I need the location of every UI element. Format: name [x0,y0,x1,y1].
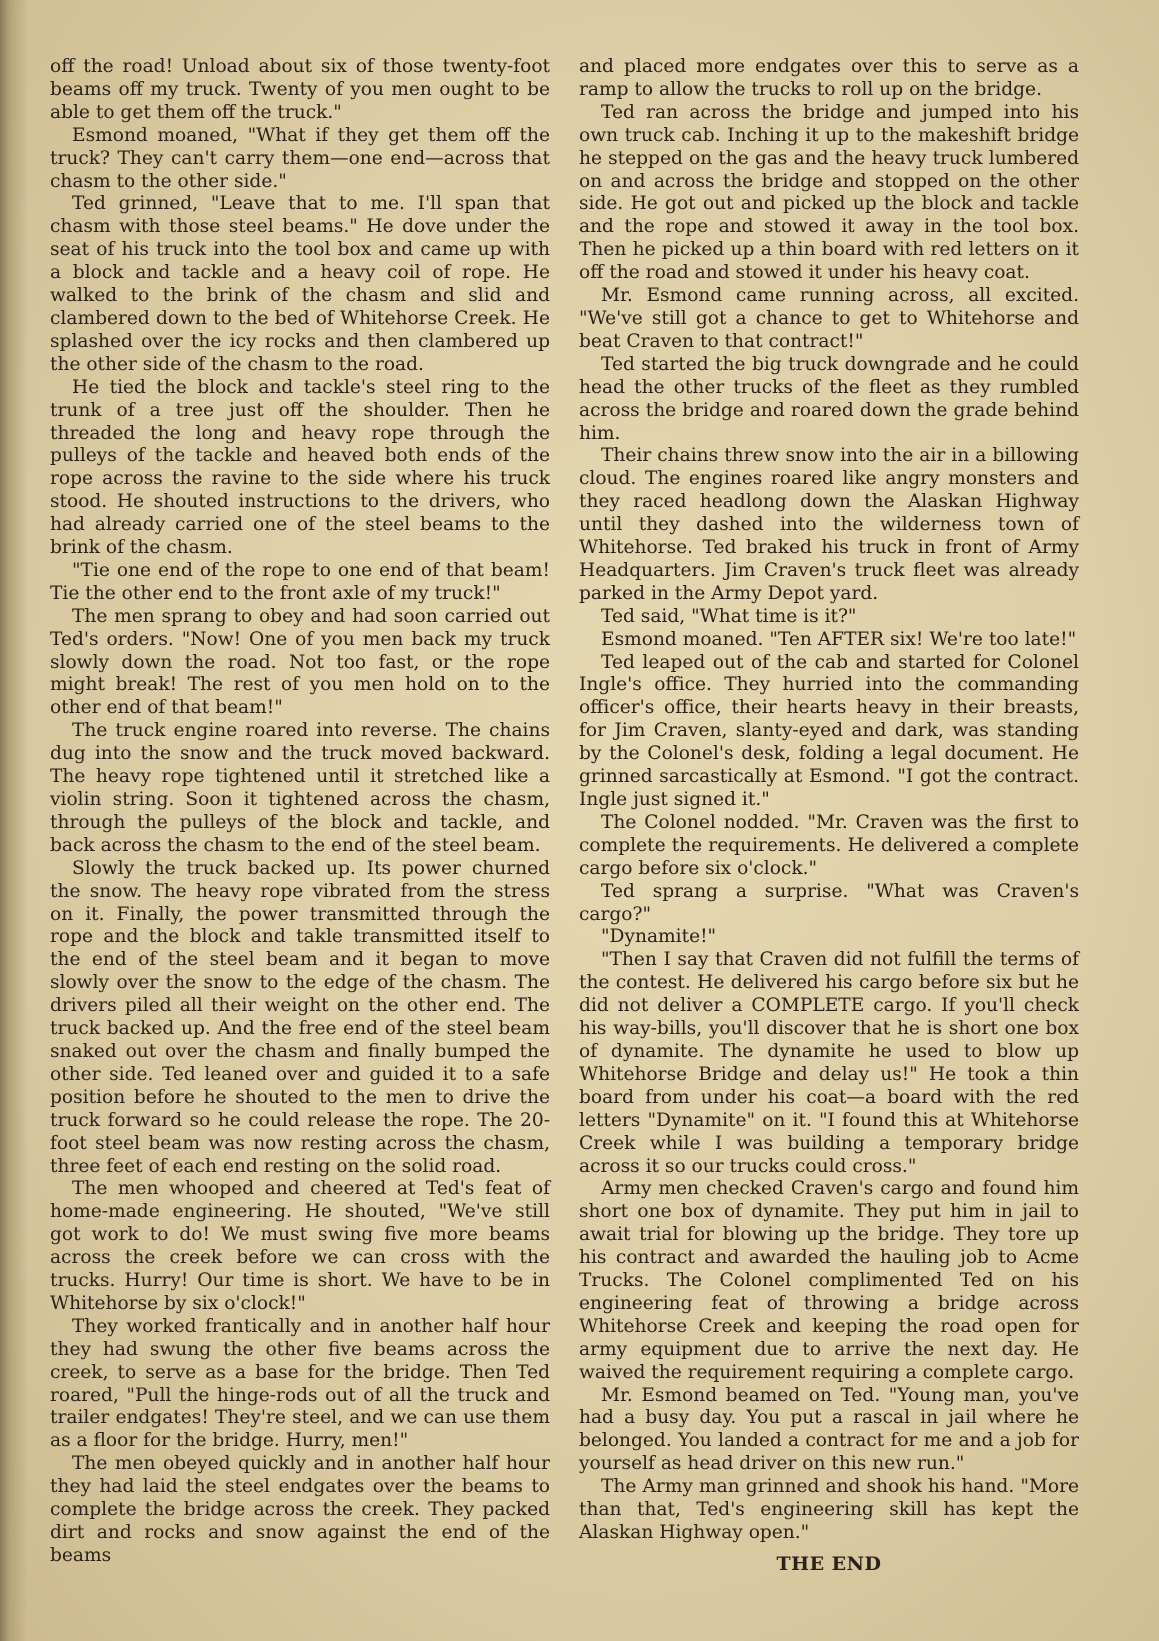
paragraph: and placed more endgates over this to serve as a ramp to allow the trucks to roll up on the bridge. [579,56,1079,100]
paragraph: Ted ran across the bridge and jumped into his own truck cab. Inching it up to the makeshift bridge he stepped on the gas and the heavy truck lumbered on and across the bridge and stopped on the other side. He got out and picked up the block and tackle and the rope and stowed it away in the tool box. Then he picked up a thin board with red letters on it off the road and stowed it under his heavy coat. [579,101,1079,284]
paragraph: "Then I say that Craven did not fulfill the terms of the contest. He delivered his cargo before six but he did not deliver a COMPLETE cargo. If you'll check his way-bills, you'll discover that he is short one box of dynamite. The dynamite he used to blow up Whitehorse Bridge and delay us!" He took a thin board from under his coat—a board with the red letters "Dynamite" on it. "I found this at Whitehorse Creek while I was building a temporary bridge across it so our trucks could cross." [579,949,1079,1177]
paragraph: The truck engine roared into reverse. The chains dug into the snow and the truck moved backward. The heavy rope tightened until it stretched like a violin string. Soon it tightened across the chasm, through the pulleys of the block and tackle, and back across the chasm to the end of the steel beam. [50,720,550,856]
right-text-column [579,56,1079,1576]
paragraph: off the road! Unload about six of those twenty-foot beams off my truck. Twenty of you men ought to be able to get them off the truck." [50,56,550,123]
paragraph: Mr. Esmond beamed on Ted. "Young man, you've had a busy day. You put a rascal in jail where he belonged. You landed a contract for me and a job for yourself as head driver on this new run." [579,1384,1079,1475]
paragraph: He tied the block and tackle's steel ring to the trunk of a tree just off the shoulder. Then he threaded the long and heavy rope through the pulleys of the tackle and heaved both ends of the rope across the ravine to the side where his truck stood. He shouted instructions to the drivers, who had already carried one of the steel beams to the brink of the chasm. [50,376,550,559]
paragraph: Esmond moaned. "Ten AFTER six! We're too late!" [601,628,1077,650]
paragraph: Ted started the big truck downgrade and he could head the other trucks of the fleet as they rumbled across the bridge and roared down the grade behind him. [579,353,1079,444]
story-end-marker: THE END [776,1552,882,1575]
paragraph: The men obeyed quickly and in another half hour they had laid the steel endgates over the beams to complete the bridge across the creek. They packed dirt and rocks and snow against the end of the beams [50,1453,550,1566]
paragraph: Esmond moaned, "What if they get them off the truck? They can't carry them—one end—across that chasm to the other side." [50,124,550,192]
paragraph: Ted leaped out of the cab and started for Colonel Ingle's office. They hurried into the commanding officer's office, their hearts heavy in their breasts, for Jim Craven, slanty-eyed and dark, was standing by the Colonel's desk, folding a legal document. He grinned sarcastically at Esmond. "I got the contract. Ingle just signed it." [579,651,1079,810]
paragraph: "Dynamite!" [601,926,717,948]
paragraph: "Tie one end of the rope to one end of that beam! Tie the other end to the front axle of my truck!" [50,559,550,604]
binding-gutter-shadow [0,0,28,1641]
paragraph: Mr. Esmond came running across, all excited. "We've still got a chance to get to Whitehorse and beat Craven to that contract!" [579,285,1079,352]
paragraph: The Army man grinned and shook his hand. "More than that, Ted's engineering skill has kept the Alaskan Highway open." [579,1476,1079,1543]
paragraph: Slowly the truck backed up. Its power churned the snow. The heavy rope vibrated from the stress on it. Finally, the power transmitted through the rope and the block and takle transmitted itself to the end of the steel beam and it began to move slowly over the snow to the edge of the chasm. The drivers piled all their weight on the other end. The truck backed up. And the free end of the steel beam snaked out over the chasm and finally bumped the other side. Ted leaned over and guided it to a safe position before he shouted to the men to drive the truck forward so he could release the rope. The 20-foot steel beam was now resting across the chasm, three feet of each end resting on the solid road. [50,857,550,1177]
paragraph: Army men checked Craven's cargo and found him short one box of dynamite. They put him in jail to await trial for blowing up the bridge. They tore up his contract and awarded the hauling job to Acme Trucks. The Colonel complimented Ted on his engineering feat of throwing a bridge across Whitehorse Creek and keeping the road open for army equipment due to arrive the next day. He waived the requirement requiring a complete cargo. [579,1178,1079,1383]
left-text-column [50,56,550,1568]
paragraph: Ted grinned, "Leave that to me. I'll span that chasm with those steel beams." He dove under the seat of his truck into the tool box and came up with a block and tackle and a heavy coil of rope. He walked to the brink of the chasm and slid and clambered down to the bed of Whitehorse Creek. He splashed over the icy rocks and then clambered up the other side of the chasm to the road. [50,193,550,375]
paragraph: They worked frantically and in another half hour they had swung the other five beams across the creek, to serve as a base for the bridge. Then Ted roared, "Pull the hinge-rods out of all the truck and trailer endgates! They're steel, and we can use them as a floor for the bridge. Hurry, men!" [50,1315,550,1452]
paragraph: Their chains threw snow into the air in a billowing cloud. The engines roared like angry monsters and they raced headlong down the Alaskan Highway until they dashed into the wilderness town of Whitehorse. Ted braked his truck in front of Army Headquarters. Jim Craven's truck fleet was already parked in the Army Depot yard. [579,445,1079,604]
paragraph: Ted sprang a surprise. "What was Craven's cargo?" [579,880,1079,925]
paragraph: The Colonel nodded. "Mr. Craven was the first to complete the requirements. He delivered a complete cargo before six o'clock." [579,811,1079,879]
paragraph: The men sprang to obey and had soon carried out Ted's orders. "Now! One of you men back my truck slowly down the road. Not too fast, or the rope might break! The rest of you men hold on to the other end of that beam!" [50,605,550,719]
paragraph: Ted said, "What time is it?" [601,605,857,627]
paragraph: The men whooped and cheered at Ted's feat of home-made engineering. He shouted, "We've still got work to do! We must swing five more beams across the creek before we can cross with the trucks. Hurry! Our time is short. We have to be in Whitehorse by six o'clock!" [50,1178,550,1314]
